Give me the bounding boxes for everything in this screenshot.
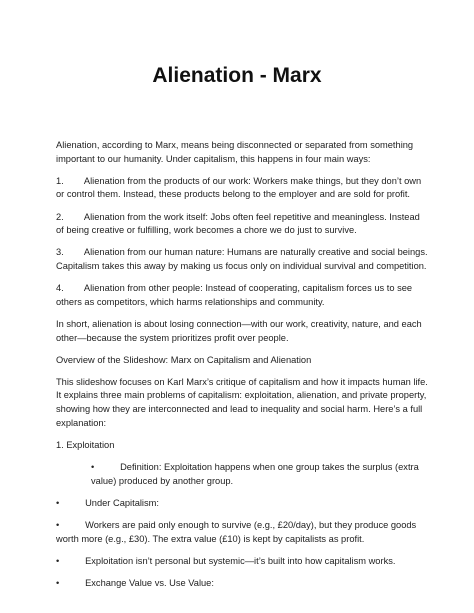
exploitation-heading: 1. Exploitation	[56, 439, 115, 450]
bullet-definition: • Definition: Exploitation happens when one group takes the surplus (extra value) produced by another group.	[91, 462, 422, 486]
summary-paragraph: In short, alienation is about losing connection—with our work, creativity, nature, and each other—because the system prioritizes profit over people.	[56, 318, 425, 343]
intro-paragraph: Alienation, according to Marx, means being disconnected or separated from something important to our humanity. Under capitalism, this happens in four main ways:	[56, 140, 416, 164]
list-item-3: 3. Alienation from our human nature: Humans are naturally creative and social beings. Capitalism takes this away by making us focus only on individual survival and competition.	[56, 247, 431, 271]
bullet-workers-paid: • Workers are paid only enough to survive (e.g., £20/day), but they produce goods worth more (e.g., £30). The extra value (£10) is kept by capitalists as profit.	[56, 520, 419, 544]
list-item-2: 2. Alienation from the work itself: Jobs often feel repetitive and meaningless. Instead of being creative or fulfilling, work becomes a chore we do just to survive.	[56, 211, 423, 236]
document-body	[56, 139, 431, 599]
section-heading: Overview of the Slideshow: Marx on Capitalism and Alienation	[56, 354, 312, 365]
list-item-1: 1. Alienation from the products of our work: Workers make things, but they don’t own or control them. Instead, these products belong to the employer and are sold for profit.	[56, 175, 424, 200]
document-title: Alienation - Marx	[152, 64, 322, 87]
list-item-4: 4. Alienation from other people: Instead of cooperating, capitalism forces us to see others as competitors, which harms relationships and community.	[56, 283, 415, 307]
bullet-exchange-value: • Exchange Value vs. Use Value:	[56, 577, 214, 588]
bullet-systemic: • Exploitation isn’t personal but systemic—it’s built into how capitalism works.	[56, 555, 396, 566]
bullet-under-capitalism: • Under Capitalism:	[56, 497, 159, 508]
overview-paragraph: This slideshow focuses on Karl Marx’s critique of capitalism and how it impacts human life. It explains three main problems of capitalism: exploitation, alienation, and private property, showing how they are interconnected and lead to inequality and social harm. Here’s a full explanation:	[56, 376, 431, 428]
